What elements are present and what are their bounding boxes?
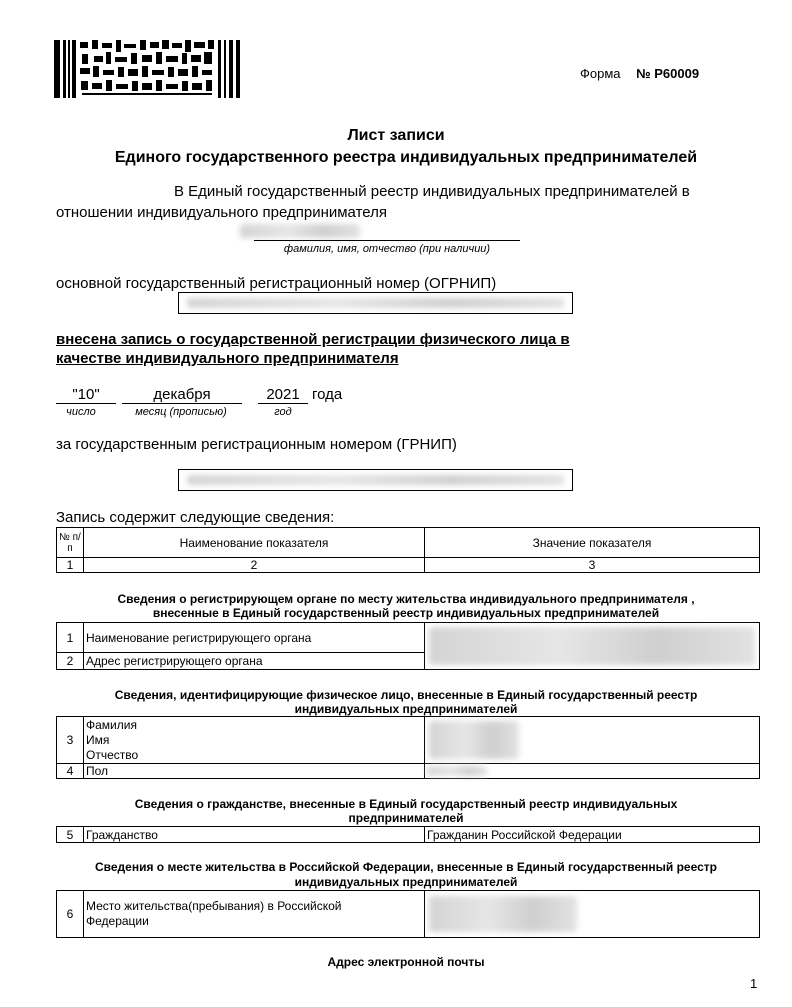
registration-authority-redacted [429, 627, 755, 665]
name-redacted [240, 224, 360, 238]
form-label [580, 66, 699, 81]
grnip-field [178, 469, 573, 491]
col-value-header: Значение показателя [425, 528, 760, 558]
full-name-redacted [429, 721, 519, 759]
section4-table [56, 890, 760, 938]
row-label: Гражданство [84, 827, 425, 843]
section2-table [56, 716, 760, 779]
gender-redacted [427, 766, 487, 776]
residence-label-line2: Федерации [86, 914, 149, 928]
section1-table [56, 622, 760, 670]
date-month: декабря [122, 386, 242, 404]
date-day-caption: число [66, 406, 96, 418]
date-day: "10" [56, 386, 116, 404]
ogrnip-label: основной государственный регистрационный номер (ОГРНИП) [56, 275, 497, 292]
row-value [425, 717, 760, 764]
residence-redacted [429, 896, 577, 932]
ogrnip-redacted [187, 298, 564, 308]
row-number: 2 [57, 653, 84, 670]
header-table [56, 527, 760, 573]
first-name-label: Имя [86, 732, 110, 747]
section1-title-line2: внесенные в Единый государственный реестр индивидуальных предпринимателей [152, 606, 660, 620]
date-year-caption: год [274, 406, 292, 418]
section1-title-line1: Сведения о регистрирующем органе по месту жительства индивидуального предпринимателя , [117, 592, 695, 606]
table-row [57, 717, 760, 764]
col-value-index: 3 [425, 558, 760, 573]
row-value [425, 891, 760, 938]
row-label: Пол [84, 764, 425, 779]
table-row [57, 623, 760, 653]
barcode-image [54, 40, 240, 98]
grnip-label: за государственным регистрационным номером (ГРНИП) [56, 436, 457, 453]
row-value [425, 623, 760, 670]
row-number: 4 [57, 764, 84, 779]
page-number: 1 [750, 976, 758, 991]
section3-title-line2: предпринимателей [348, 811, 464, 825]
row-value [425, 764, 760, 779]
section3-table [56, 826, 760, 843]
row-label [84, 717, 425, 764]
form-number: № Р60009 [636, 66, 700, 81]
entry-line1: внесена запись о государственной регистрации физического лица в [56, 331, 570, 348]
table-row [57, 827, 760, 843]
table-row [57, 891, 760, 938]
row-number: 3 [57, 717, 84, 764]
col-number-header: № п/п [57, 528, 84, 558]
intro-line2: отношении индивидуального предпринимателя [56, 204, 387, 221]
row-number: 1 [57, 623, 84, 653]
ogrnip-field [178, 292, 573, 314]
section5-title: Адрес электронной почты [327, 955, 485, 969]
grnip-redacted [187, 475, 564, 485]
name-caption: фамилия, имя, отчество (при наличии) [283, 243, 491, 255]
surname-label: Фамилия [86, 717, 137, 732]
row-number: 6 [57, 891, 84, 938]
contents-label: Запись содержит следующие сведения: [56, 509, 335, 526]
name-underline [254, 240, 520, 241]
section3-title-line1: Сведения о гражданстве, внесенные в Единый государственный реестр индивидуальных [134, 797, 678, 811]
section4-title-line1: Сведения о месте жительства в Российской Федерации, внесенные в Единый государственный реестр [94, 860, 718, 874]
entry-line2: качестве индивидуального предпринимателя [56, 350, 399, 367]
col-name-header: Наименование показателя [84, 528, 425, 558]
intro-line1: В Единый государственный реестр индивидуальных предпринимателей в [174, 183, 690, 200]
document-title-line2: Единого государственного реестра индивидуальных предпринимателей [114, 149, 698, 166]
date-month-caption: месяц (прописью) [135, 406, 227, 418]
row-value: Гражданин Российской Федерации [425, 827, 760, 843]
row-number: 5 [57, 827, 84, 843]
date-year: 2021 [258, 386, 308, 404]
section2-title-line2: индивидуальных предпринимателей [294, 702, 518, 716]
row-label: Наименование регистрирующего органа [84, 623, 425, 653]
table-row [57, 764, 760, 779]
form-label-text: Форма [580, 66, 621, 81]
row-label [84, 891, 425, 938]
residence-label-line1: Место жительства(пребывания) в Российской [86, 899, 342, 913]
date-year-suffix: года [312, 386, 343, 403]
patronymic-label: Отчество [86, 747, 139, 762]
document-title-line1: Лист записи [347, 127, 445, 144]
col-name-index: 2 [84, 558, 425, 573]
col-number-index: 1 [57, 558, 84, 573]
section4-title-line2: индивидуальных предпринимателей [294, 875, 518, 889]
section2-title-line1: Сведения, идентифицирующие физическое лицо, внесенные в Единый государственный реестр [114, 688, 698, 702]
row-label: Адрес регистрирующего органа [84, 653, 425, 670]
